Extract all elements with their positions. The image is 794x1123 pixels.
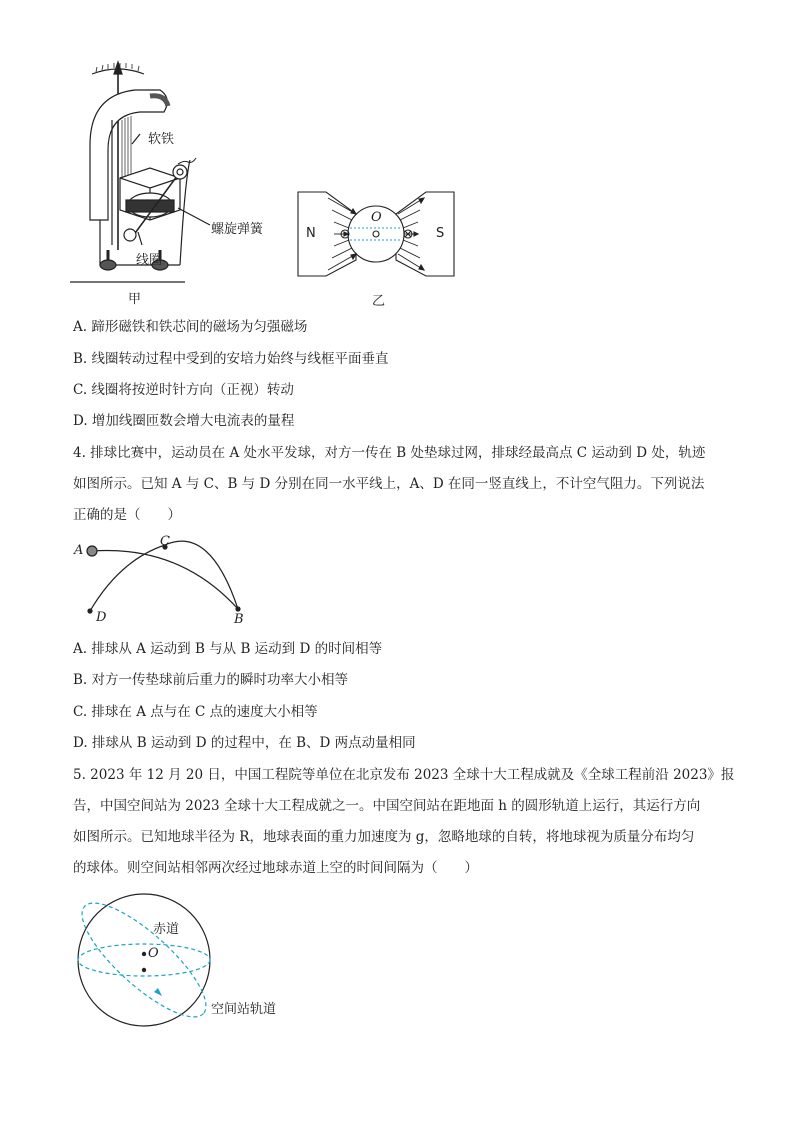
q4-option-a: A. 排球从 A 运动到 B 与从 B 运动到 D 的时间相等 — [73, 641, 383, 657]
q3-option-c: C. 线圈将按逆时针方向（正视）转动 — [73, 382, 294, 398]
spring-label: 螺旋弹簧 — [211, 222, 264, 237]
earth-circle — [78, 894, 210, 1026]
q5-stem-line-2: 告，中国空间站为 2023 全球十大工程成就之一。中国空间站在距地面 h 的圆形轨道上运行，其运行方向 — [73, 798, 701, 814]
orbit-label: 空间站轨道 — [211, 1002, 277, 1017]
q4-option-d: D. 排球从 B 运动到 D 的过程中，在 B、D 两点动量相同 — [73, 735, 416, 751]
q4-stem-line-3: 正确的是（ ） — [73, 507, 181, 523]
figure-b-caption: 乙 — [372, 294, 386, 309]
q4-option-c: C. 排球在 A 点与在 C 点的速度大小相等 — [73, 704, 318, 720]
q4-option-b: B. 对方一传垫球前后重力的瞬时功率大小相等 — [73, 672, 349, 688]
south-pole-label: S — [436, 226, 445, 241]
north-pole-label: N — [306, 226, 316, 241]
q5-stem-line-1: 5. 2023 年 12 月 20 日，中国工程院等单位在北京发布 2023 全球十大工程成就及《全球工程前沿 2023》报 — [73, 767, 735, 783]
point-a-label: A — [74, 543, 84, 558]
q3-option-d: D. 增加线圈匝数会增大电流表的量程 — [73, 413, 295, 429]
point-b-label: B — [234, 612, 244, 627]
point-d-label: D — [96, 610, 107, 625]
radial-field-figure — [298, 192, 458, 282]
q5-stem-line-3: 如图所示。已知地球半径为 R，地球表面的重力加速度为 g，忽略地球的自转，将地球视为质量分布均匀 — [73, 829, 695, 845]
center-o-label: O — [371, 210, 382, 225]
equator-label: 赤道 — [153, 922, 180, 937]
orbit-direction-arrow — [154, 988, 162, 996]
coil-label: 线圈 — [136, 253, 163, 268]
q5-stem-line-4: 的球体。则空间站相邻两次经过地球赤道上空的时间间隔为（ ） — [73, 860, 478, 876]
ball — [87, 546, 97, 556]
q3-option-b: B. 线圈转动过程中受到的安培力始终与线框平面垂直 — [73, 351, 389, 367]
q4-stem-line-1: 4. 排球比赛中，运动员在 A 处水平发球，对方一传在 B 处垫球过网，排球经最高点 C 运动到 D 处，轨迹 — [73, 445, 706, 461]
q3-option-a: A. 蹄形磁铁和铁芯间的磁场为匀强磁场 — [73, 319, 308, 335]
earth-center-o-label: O — [148, 946, 159, 961]
trajectory-a-to-b — [92, 550, 238, 609]
point-c-label: C — [160, 534, 170, 549]
trajectory-b-to-d — [90, 541, 238, 611]
soft-iron-label: 软铁 — [148, 132, 175, 147]
q4-stem-line-2: 如图所示。已知 A 与 C、B 与 D 分别在同一水平线上，A、D 在同一竖直线上，不计空气阻力。下列说法 — [73, 476, 705, 492]
orbit-ellipse — [67, 887, 221, 1033]
figure-a-caption: 甲 — [128, 292, 142, 307]
